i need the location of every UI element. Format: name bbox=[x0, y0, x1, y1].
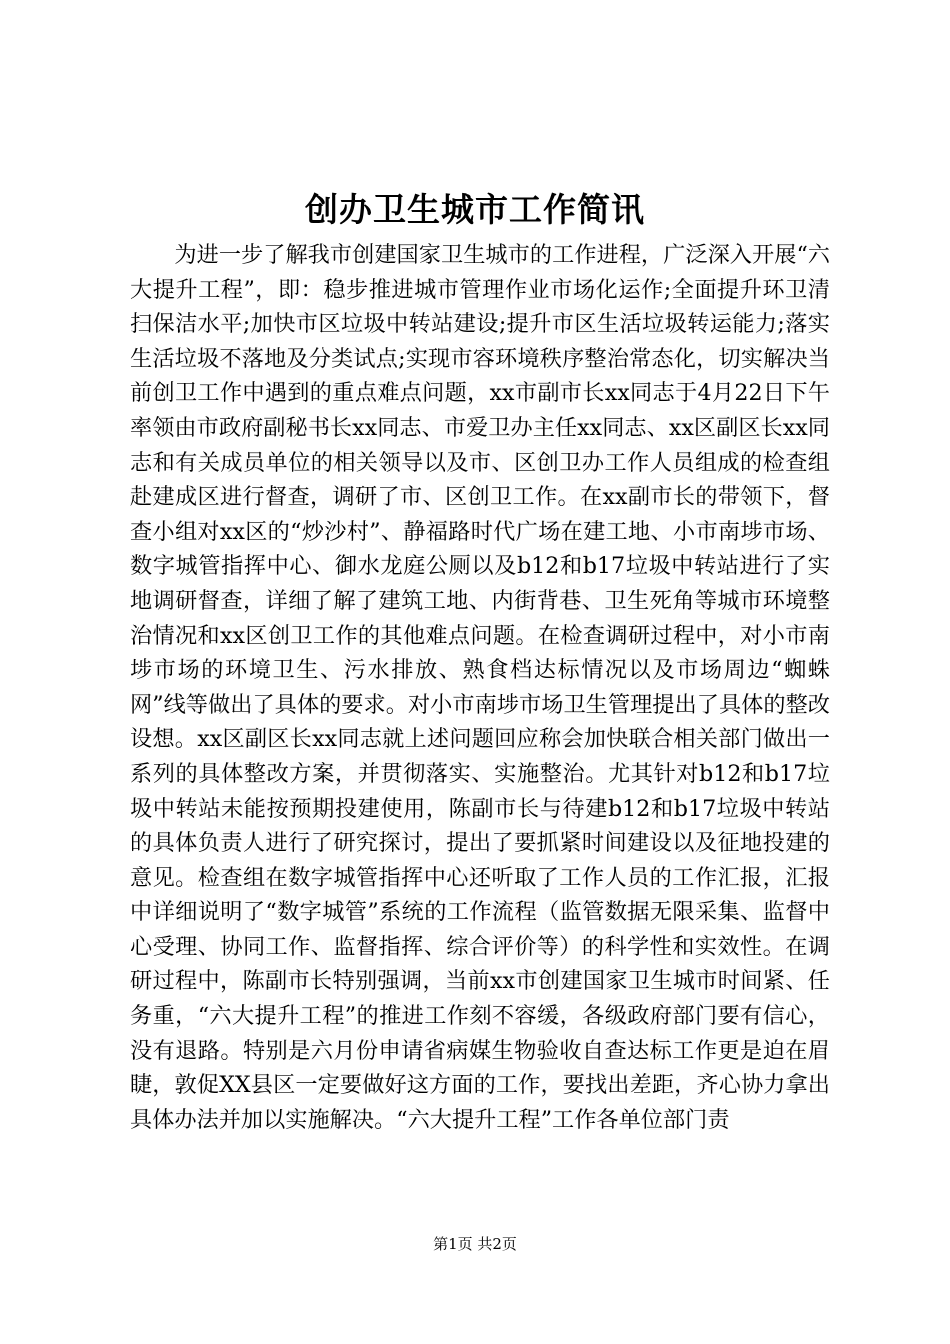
page-number-footer: 第1页 共2页 bbox=[433, 1235, 517, 1253]
document-title: 创办卫生城市工作简讯 bbox=[305, 190, 645, 229]
body-paragraph: 为进一步了解我市创建国家卫生城市的工作进程，广泛深入开展“六大提升工程”，即：稳步推进城市管理作业市场化运作;全面提升环卫清扫保洁水平;加快市区垃圾中转站建设;提升市区生活垃圾转运能力;落实生活垃圾不落地及分类试点;实现市容环境秩序整治常态化，切实解决当前创卫工作中遇到的重点难点问题，xx市副市长xx同志于4月22日下午率领由市政府副秘书长xx同志、市爱卫办主任xx同志、xx区副区长xx同志和有关成员单位的相关领导以及市、区创卫办工作人员组成的检查组赴建成区进行督查，调研了市、区创卫工作。在xx副市长的带领下，督查小组对xx区的“炒沙村”、静福路时代广场在建工地、小市南埗市场、数字城管指挥中心、御水龙庭公厕以及b12和b17垃圾中转站进行了实地调研督查，详细了解了建筑工地、内街背巷、卫生死角等城市环境整治情况和xx区创卫工作的其他难点问题。在检查调研过程中，对小市南埗市场的环境卫生、污水排放、熟食档达标情况以及市场周边“蜘蛛网”线等做出了具体的要求。对小市南埗市场卫生管理提出了具体的整改设想。xx区副区长xx同志就上述问题回应称会加快联合相关部门做出一系列的具体整改方案，并贯彻落实、实施整治。尤其针对b12和b17垃圾中转站未能按预期投建使用，陈副市长与待建b12和b17垃圾中转站的具体负责人进行了研究探讨，提出了要抓紧时间建设以及征地投建的意见。检查组在数字城管指挥中心还听取了工作人员的工作汇报，汇报中详细说明了“数字城管”系统的工作流程（监管数据无限采集、监督中心受理、协同工作、监督指挥、综合评价等）的科学性和实效性。在调研过程中，陈副市长特别强调，当前xx市创建国家卫生城市时间紧、任务重，“六大提升工程”的推进工作刻不容缓，各级政府部门要有信心，没有退路。特别是六月份申请省病媒生物验收自查达标工作更是迫在眉睫，敦促XX县区一定要做好这方面的工作，要找出差距，齐心协力拿出具体办法并加以实施解决。“六大提升工程”工作各单位部门责 bbox=[130, 242, 830, 1133]
